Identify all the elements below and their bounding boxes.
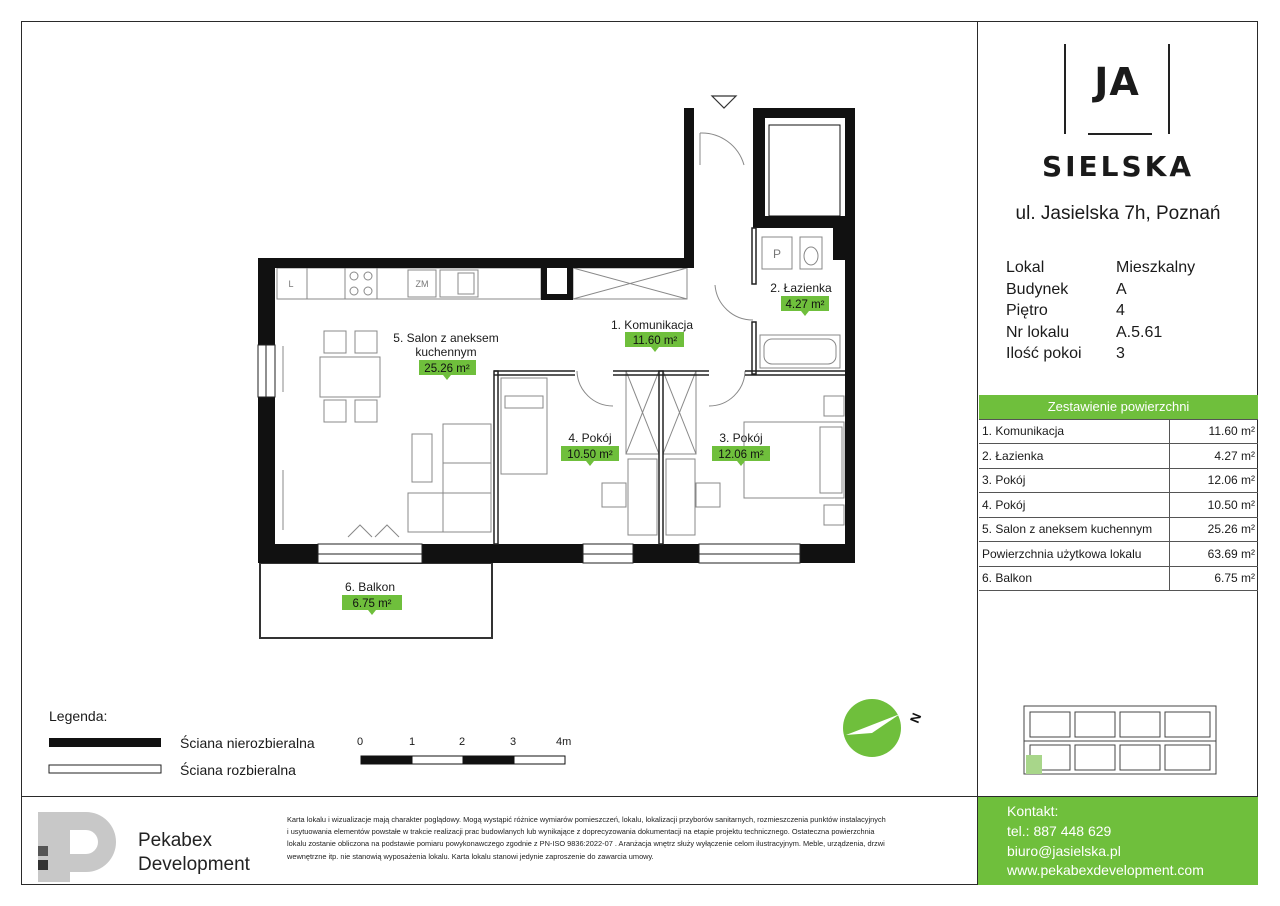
area-row-value: 12.06 m² <box>1170 468 1259 493</box>
apartment-details <box>1006 257 1195 365</box>
pokoj4-desk <box>628 459 657 535</box>
label-pokoj3: 3. Pokój <box>719 431 763 445</box>
scale-tick-1: 1 <box>409 736 416 748</box>
detail-label: Budynek <box>1006 280 1069 298</box>
area-row-name: Powierzchnia użytkowa lokalu <box>979 542 1170 567</box>
area-table-title: Zestawienie powierzchni <box>979 395 1258 419</box>
area-row-name: 1. Komunikacja <box>979 419 1170 444</box>
dining-table <box>320 357 380 397</box>
contact-phone[interactable]: tel.: 887 448 629 <box>1007 823 1112 839</box>
apartment-highlight <box>1026 755 1042 774</box>
area-salon: 25.26 m² <box>424 363 470 375</box>
contact-title: Kontakt: <box>1007 803 1059 819</box>
brand-block <box>978 22 1258 212</box>
area-row-value: 11.60 m² <box>1170 419 1259 444</box>
area-pokoj4: 10.50 m² <box>567 449 613 461</box>
area-row-value: 63.69 m² <box>1170 542 1259 567</box>
logo <box>1064 44 1170 134</box>
table-row <box>979 493 1258 518</box>
detail-value: 3 <box>1116 345 1125 362</box>
address: ul. Jasielska 7h, Poznań <box>1015 203 1221 224</box>
pokoj3-desk <box>666 459 695 535</box>
bathtub <box>760 335 840 368</box>
legend-partition: Ściana rozbieralna <box>180 762 296 778</box>
label-salon-1: 5. Salon z aneksem <box>393 331 499 345</box>
label-pokoj4: 4. Pokój <box>568 431 612 445</box>
disclaimer-line: Karta lokalu i wizualizacje mają charakter poglądowy. Mogą wystąpić różnice wymiarów pomieszczeń, lokalu, lokalizacji przyborów sanitarnych, rozmieszczenia punktów instalacyjnych <box>287 815 886 824</box>
table-row <box>979 468 1258 493</box>
microwave-label: ZM <box>415 279 429 289</box>
legend-title: Legenda: <box>49 708 108 724</box>
detail-value: A.5.61 <box>1116 323 1163 341</box>
compass-label: N <box>906 710 925 726</box>
detail-label: Lokal <box>1006 259 1045 276</box>
scale-tick-0: 0 <box>357 736 364 748</box>
detail-label: Nr lokalu <box>1006 323 1070 341</box>
area-summary-table <box>979 395 1258 591</box>
area-row-name: 3. Pokój <box>979 468 1170 493</box>
label-komunikacja: 1. Komunikacja <box>610 318 694 332</box>
pokoj4-bed <box>501 378 547 474</box>
scale-tick-2: 2 <box>459 736 466 748</box>
disclaimer-line: lokalu zostanie obliczona na podstawie pomiaru powykonawczego zgodnie z PN-ISO 9836:2022-07 . Aranżacja wnętrz służy wyłączenie celom ilustracyjnym. Meble, urządzenia, drzwi <box>287 839 885 849</box>
area-pokoj3: 12.06 m² <box>718 449 764 461</box>
area-komunikacja: 11.60 m² <box>632 335 678 347</box>
table-row <box>979 542 1258 567</box>
logo-text: JA <box>1094 60 1140 104</box>
detail-value: A <box>1116 280 1127 298</box>
legend-load-bearing-swatch <box>49 738 161 747</box>
legend-partition-swatch <box>49 765 161 773</box>
disclaimer-line: i usytuowania elementów powstałe w trakcie realizacji prac budowlanych lub wynikające z doprecyzowania dokumentacji na etapie projektu technicznego. Ostateczna powierzchnia <box>287 827 875 837</box>
legend-load-bearing: Ściana nierozbieralna <box>180 735 315 751</box>
entrance-marker <box>712 96 736 108</box>
detail-value: 4 <box>1116 302 1125 319</box>
disclaimer-line: wewnętrzne itp. nie stanowią wyposażenia lokalu. Karta lokalu stanowi jedynie zaproszenie do zawarcia umowy. <box>287 851 654 861</box>
developer-name-line1: Pekabex <box>138 830 212 851</box>
area-row-name: 6. Balkon <box>979 566 1170 591</box>
table-row <box>979 444 1258 469</box>
area-row-name: 4. Pokój <box>979 493 1170 518</box>
building-key-plan <box>1020 700 1220 780</box>
area-lazienka: 4.27 m² <box>785 299 825 311</box>
detail-label: Piętro <box>1006 302 1048 319</box>
table-row <box>979 419 1258 444</box>
area-row-value: 25.26 m² <box>1170 517 1259 542</box>
label-salon-2: kuchennym <box>415 345 477 359</box>
area-row-value: 6.75 m² <box>1170 566 1259 591</box>
area-row-value: 10.50 m² <box>1170 493 1259 518</box>
kitchen-counter <box>277 268 541 299</box>
brand-name: SIELSKA <box>1041 150 1195 183</box>
disclaimer <box>287 814 955 863</box>
detail-label: Ilość pokoi <box>1006 345 1082 362</box>
area-row-name: 5. Salon z aneksem kuchennym <box>979 517 1170 542</box>
developer-name-line2: Development <box>138 854 250 875</box>
developer-name <box>138 829 250 877</box>
washer-label: P <box>772 247 782 261</box>
label-lazienka: 2. Łazienka <box>770 281 832 295</box>
scale-tick-4: 4m <box>556 736 572 748</box>
table-row <box>979 517 1258 542</box>
area-row-value: 4.27 m² <box>1170 444 1259 469</box>
area-balkon: 6.75 m² <box>352 598 392 610</box>
developer-logo <box>34 808 134 882</box>
area-row-name: 2. Łazienka <box>979 444 1170 469</box>
shaft <box>769 125 840 216</box>
sofa <box>443 424 491 532</box>
contact-email[interactable]: biuro@jasielska.pl <box>1007 843 1121 859</box>
detail-value: Mieszkalny <box>1116 259 1196 276</box>
contact-website[interactable]: www.pekabexdevelopment.com <box>1007 862 1204 878</box>
label-balkon: 6. Balkon <box>344 580 396 594</box>
sink <box>440 270 478 297</box>
contact-panel <box>978 797 1258 885</box>
scale-tick-3: 3 <box>510 736 517 748</box>
hob <box>345 268 377 299</box>
scale-bar <box>361 756 565 764</box>
logo-underline <box>1088 133 1152 135</box>
table-row <box>979 566 1258 591</box>
fridge-label: L <box>288 279 294 289</box>
